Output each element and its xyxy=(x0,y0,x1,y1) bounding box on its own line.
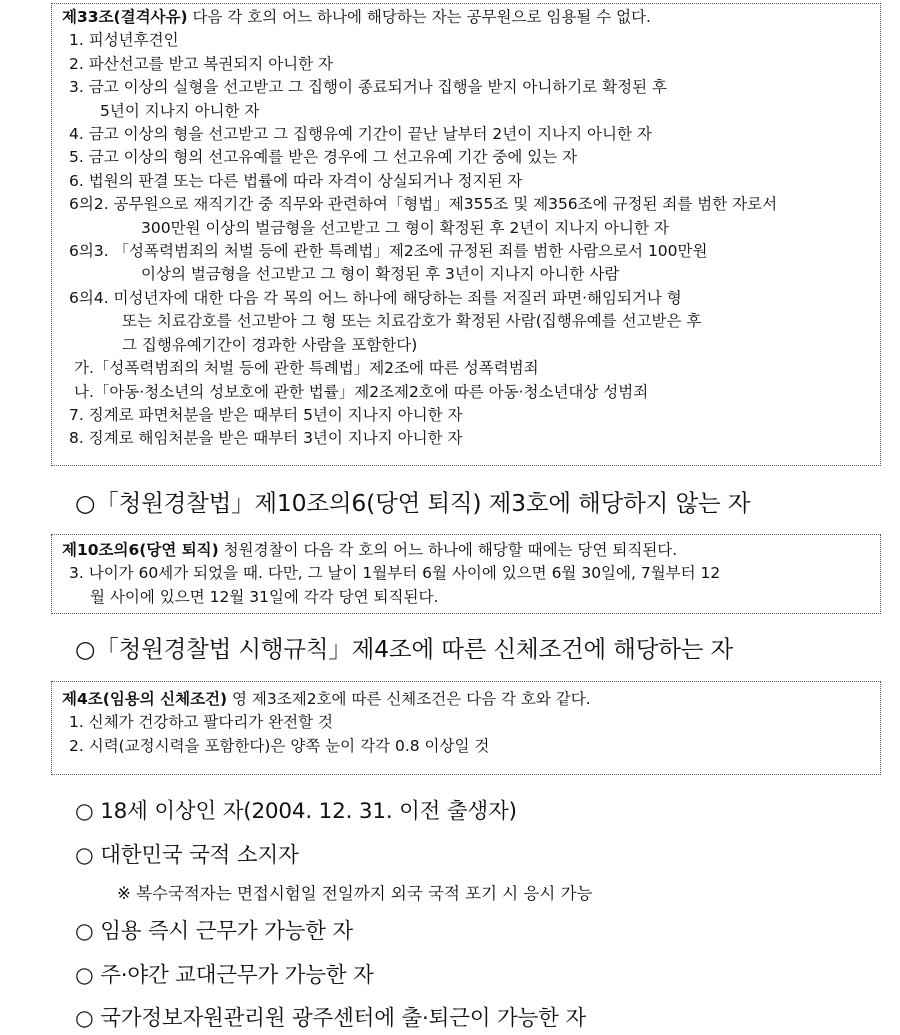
article-4-item: 2. 시력(교정시력을 포함한다)은 양쪽 눈이 각각 0.8 이상일 것 xyxy=(69,736,490,755)
article-33-item-cont: 그 집행유예기간이 경과한 사람을 포함한다) xyxy=(122,335,418,354)
article-33-item: 1. 피성년후견인 xyxy=(69,31,179,50)
heading-physical-condition: ○「청원경찰법 시행규칙」제4조에 따른 신체조건에 해당하는 자 xyxy=(75,635,734,663)
bullet-immediate-work: ○ 임용 즉시 근무가 가능한 자 xyxy=(75,919,353,944)
article-33-item: 8. 징계로 해임처분을 받은 때부터 3년이 지나지 아니한 자 xyxy=(69,429,463,448)
article-33-item: 4. 금고 이상의 형을 선고받고 그 집행유예 기간이 끝난 날부터 2년이 지나지 아니한 자 xyxy=(69,125,652,144)
article-33-item-cont: 5년이 지나지 아니한 자 xyxy=(100,101,260,120)
article-10-6-box xyxy=(51,534,881,614)
article-33-intro: 다음 각 호의 어느 하나에 해당하는 자는 공무원으로 임용될 수 없다. xyxy=(187,8,651,26)
article-4-item: 1. 신체가 건강하고 팔다리가 완전할 것 xyxy=(69,713,334,732)
article-33-item: 7. 징계로 파면처분을 받은 때부터 5년이 지나지 아니한 자 xyxy=(69,405,463,424)
article-33-item: 6. 법원의 판결 또는 다른 법률에 따라 자격이 상실되거나 정지된 자 xyxy=(69,171,523,190)
article-10-6-item: 3. 나이가 60세가 되었을 때. 다만, 그 날이 1월부터 6월 사이에 있으면 6월 30일에, 7월부터 12 xyxy=(69,564,721,583)
article-33-subitem: 가.「성폭력범죄의 처벌 등에 관한 특례법」제2조에 따른 성폭력범죄 xyxy=(74,359,539,378)
article-33-item: 6의4. 미성년자에 대한 다음 각 목의 어느 하나에 해당하는 죄를 저질러 파면·해임되거나 형 xyxy=(69,288,682,307)
article-4-header xyxy=(62,684,872,711)
bullet-shift-work: ○ 주·야간 교대근무가 가능한 자 xyxy=(75,963,374,988)
article-4-intro: 영 제3조제2호에 따른 신체조건은 다음 각 호와 같다. xyxy=(227,690,591,708)
article-33-box xyxy=(51,3,881,466)
article-33-item-cont: 또는 치료감호를 선고받아 그 형 또는 치료감호가 확정된 사람(집행유예를 선고받은 후 xyxy=(122,312,702,331)
article-33-title: 제33조(결격사유) xyxy=(62,8,188,26)
article-4-title: 제4조(임용의 신체조건) xyxy=(62,690,228,708)
article-33-item: 6의2. 공무원으로 재직기간 중 직무와 관련하여「형법」제355조 및 제356조에 규정된 죄를 범한 자로서 xyxy=(69,195,778,214)
article-33-item: 5. 금고 이상의 형의 선고유예를 받은 경우에 그 선고유예 기간 중에 있는 자 xyxy=(69,148,578,167)
article-4-box xyxy=(51,681,881,775)
article-33-item-cont: 이상의 벌금형을 선고받고 그 형이 확정된 후 3년이 지나지 아니한 사람 xyxy=(141,265,620,284)
bullet-nationality: ○ 대한민국 국적 소지자 xyxy=(75,843,299,868)
article-33-item: 3. 금고 이상의 실형을 선고받고 그 집행이 종료되거나 집행을 받지 아니하기로 확정된 후 xyxy=(69,78,667,97)
article-33-item: 2. 파산선고를 받고 복권되지 아니한 자 xyxy=(69,54,334,73)
bullet-commute: ○ 국가정보자원관리원 광주센터에 출·퇴근이 가능한 자 xyxy=(75,1006,586,1031)
note-dual-nationality: ※ 복수국적자는 면접시험일 전일까지 외국 국적 포기 시 응시 가능 xyxy=(117,884,593,903)
article-33-item: 6의3. 「성폭력범죄의 처벌 등에 관한 특례법」제2조에 규정된 죄를 범한 사람으로서 100만원 xyxy=(69,242,708,261)
bullet-age-requirement: ○ 18세 이상인 자(2004. 12. 31. 이전 출생자) xyxy=(75,799,517,824)
article-33-header xyxy=(62,6,872,29)
article-10-6-item-cont: 월 사이에 있으면 12월 31일에 각각 당연 퇴직된다. xyxy=(90,587,439,606)
article-33-subitem: 나.「아동·청소년의 성보호에 관한 법률」제2조제2호에 따른 아동·청소년대상 성범죄 xyxy=(74,382,649,401)
article-10-6-title: 제10조의6(당연 퇴직) xyxy=(62,541,219,559)
article-33-item-cont: 300만원 이상의 벌금형을 선고받고 그 형이 확정된 후 2년이 지나지 아니한 자 xyxy=(141,218,669,237)
article-10-6-header xyxy=(62,537,872,562)
article-10-6-intro: 청원경찰이 다음 각 호의 어느 하나에 해당할 때에는 당연 퇴직된다. xyxy=(218,541,678,559)
heading-retirement-condition: ○「청원경찰법」제10조의6(당연 퇴직) 제3호에 해당하지 않는 자 xyxy=(75,489,751,517)
